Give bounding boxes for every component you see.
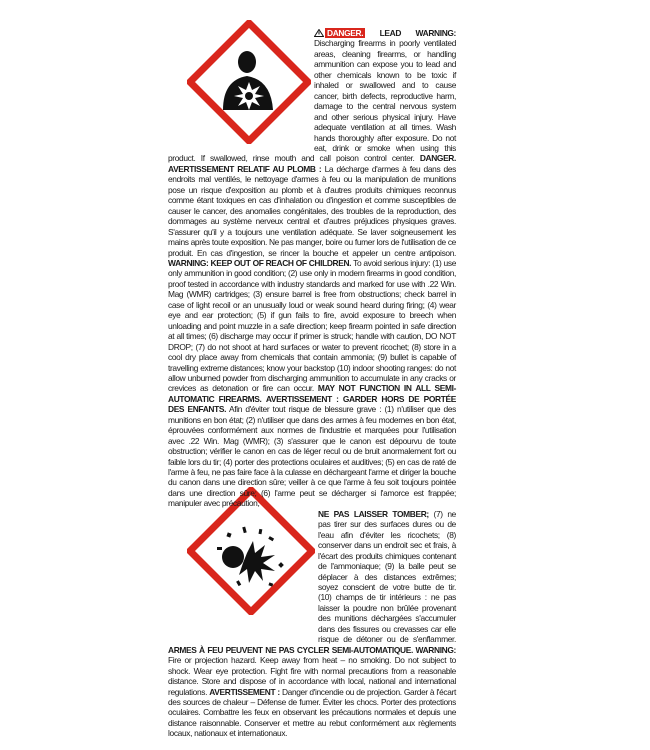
fr-lead-title: AVERTISSEMENT RELATIF AU PLOMB : [168, 163, 322, 174]
fire-warning-title: WARNING: [415, 644, 456, 655]
fr-warning-title: AVERTISSEMENT : GARDER HORS DE PORTÉE DES ENFANTS. [168, 393, 456, 415]
fr-semi-auto-note: ARMES À FEU PEUVENT NE PAS CYCLER SEMI-AUTOMATIQUE. [168, 644, 413, 655]
fr-lead-body: La décharge d'armes à feu dans des endroits mal ventilés, le nettoyage d'armes à feu ou la manipulation de munitions pose un risque d'exposition au plomb et à d'autres produits chimiques reconnus comme étant toxiques en cas d'inhalation ou d'ingestion et comme susceptibles de causer le cancer, des anomalies congénitales, des troubles de la reproduction, des dommages au système nerveux central et d'autres préjudices physiques graves. S'assurer qu'il y a toujours une ventilation adéquate. Se laver soigneusement les mains après toute exposition. Ne pas manger, boire ou fumer lors de l'utilisation de ce produit. En cas d'ingestion, se rincer la bouche et appeler un centre antipoison. [168, 163, 456, 258]
fr-fire-body: Danger d'incendie ou de projection. Garder à l'écart des sources de chaleur – Défense de fumer. Éviter les chocs. Porter des protections oculaires. Combattre les feux en observant les précautions normales et depuis une distance raisonnable. Conserver et mettre au rebut conformément aux règlements locaux, nationaux et internationaux. [168, 686, 456, 739]
warning-triangle-icon [314, 29, 324, 37]
fire-warning-body: Fire or projection hazard. Keep away from heat – no smoking. Do not subject to shock. Wear eye protection. Fight fire with normal precautions from a reasonable distance. Store and dispose of in accordance with local, national and international regulations. [168, 655, 456, 697]
lead-warning-title: LEAD WARNING: [379, 28, 456, 38]
warning-label-text [168, 28, 456, 739]
danger-tag: DANGER. [327, 28, 364, 38]
fr-fire-title: AVERTISSEMENT : [209, 686, 280, 697]
not-function-note: MAY NOT FUNCTION IN ALL SEMI-AUTOMATIC FIREARMS. [168, 383, 457, 404]
warning-body: To avoid serious injury: (1) use only ammunition in good condition; (2) use only in modern firearms in good condition, proof tested in accordance with industry standards and marked for use with .22 Win. Mag (WMR) cartridges; (3) ensure barrel is free from obstructions; check barrel in case of light recoil or an unusually loud or weak sound heard during firing; (4) wear eye and ear protection; (5) if gun fails to fire, avoid exposure to breech when unloading and point muzzle in a safe direction; keep firearm pointed in safe direction at all times; (6) discharge may occur if primer is struck; handle with caution, DO NOT DROP; (7) do not shoot at hard surfaces or water to prevent ricochet; (8) store in a cool dry place away from chemicals that contain ammonia; (9) bullet is capable of travelling extreme distances; know your backstop (10) indoor shooting ranges: do not allow unburned powder from discharging ammunition to accumulate in any cracks or crevices as detonation or fire can occur. [168, 257, 457, 394]
warning-title: WARNING: KEEP OUT OF REACH OF CHILDREN. [168, 257, 352, 268]
fr-no-drop: NE PAS LAISSER TOMBER; [318, 508, 429, 519]
fr-warning-body-b: (7) ne pas tirer sur des surfaces dures ou de l'eau afin d'éviter les ricochets; (8) conserver dans un endroit sec et frais, à l'écart des produits chimiques contenant de l'ammoniaque; (9) la balle peut se déplacer à des distances extrêmes; soyez conscient de votre butte de tir. (10) champs de tir intérieurs : ne pas laisser la poudre non brûlée provenant des munitions déchargées s'accumuler dans des fissures ou crevasses car elle risque de détoner ou de s'enflammer. [318, 508, 456, 645]
lead-warning-body: Discharging firearms in poorly ventilated areas, cleaning firearms, or handling ammunition can expose you to lead and other chemicals known to be toxic if inhaled or swallowed and to cause cancer, birth defects, reproductive harm, damage to the central nervous system and other serious physical injury. Have adequate ventilation at all times. Wash hands thoroughly after exposure. Do not eat, drink or smoke when using this product. If swallowed, rinse mouth and call poison control center. [168, 38, 456, 164]
fr-warning-body-a: Afin d'éviter tout risque de blessure grave : (1) n'utiliser que des munitions en bon état; (2) n'utiliser que dans des armes à feu modernes en bon état, éprouvées conformément aux normes de l'industrie et marquées pour l'utilisation avec .22 Win. Mag (WMR); (3) s'assurer que le canon est dépourvu de toute obstruction; vérifier le canon en cas de léger recul ou de bruit anormalement fort ou faible lors du tir; (4) porter des protections oculaires et auditives; (5) en cas de raté de l'arme à feu, ne pas faire face à la culasse en déchargeant l'arme et diriger la bouche du canon dans une direction sûre; veiller à ce que l'arme à feu soit toujours pointée dans une direction sûre; (6) l'arme peut se décharger si l'amorce est frappée; manipuler avec précaution, [168, 404, 456, 509]
danger-end: DANGER. [419, 153, 456, 164]
